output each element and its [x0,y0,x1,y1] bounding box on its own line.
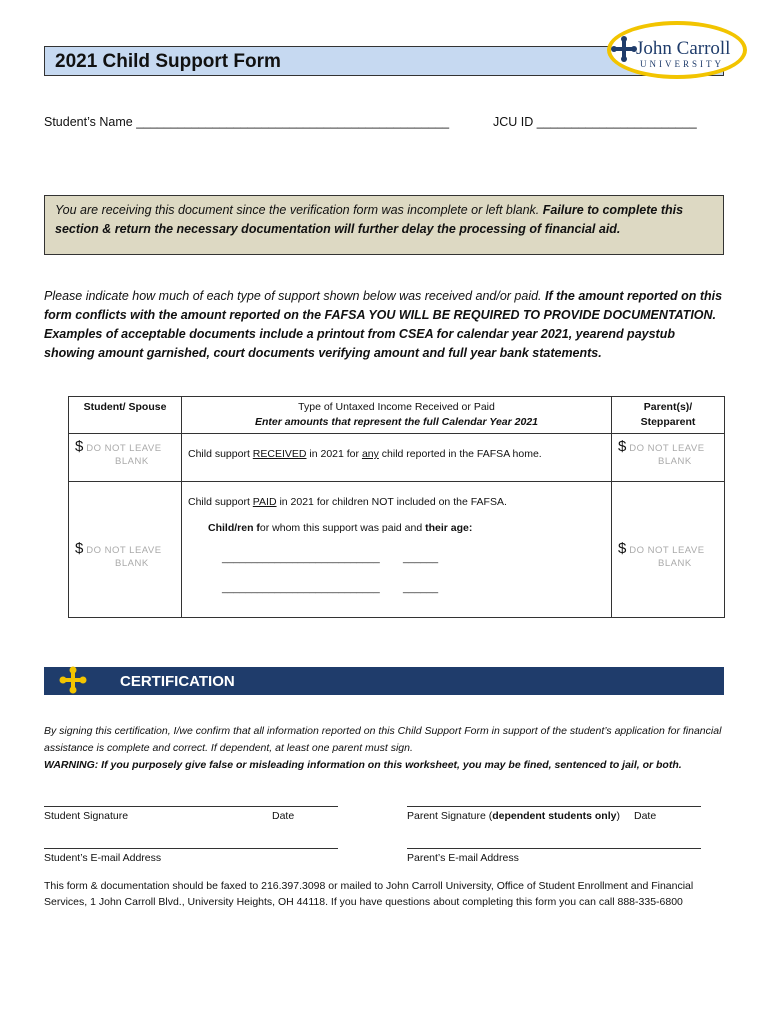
certification-title: CERTIFICATION [120,673,235,690]
row-received-label: Child support RECEIVED in 2021 for any child reported in the FAFSA home. [182,434,612,482]
student-signature-label: Student Signature [44,810,129,822]
incomplete-notice [44,195,724,255]
col-type-header [182,397,612,434]
certification-text [44,723,729,774]
do-not-leave-hint: DO NOT LEAVE [629,545,705,556]
do-not-leave-hint: DO NOT LEAVE [86,443,162,454]
parent-date-label: Date [634,810,657,822]
certification-warning: WARNING: If you purposely give false or misleading information on this worksheet, you may be fined, sentenced to jail, or both. [44,759,682,771]
parent-email-label: Parent’s E-mail Address [407,852,519,864]
blank-hint: BLANK [658,558,692,569]
col-student-header: Student/ Spouse [69,397,182,434]
row-paid-label: Child support PAID in 2021 for children NOT included on the FAFSA. [188,496,507,508]
student-received-amount[interactable] [69,434,182,482]
student-name-field[interactable] [44,115,449,129]
parent-received-amount[interactable] [612,434,725,482]
instructions [44,287,729,363]
notice-text: You are receiving this document since the verification form was incomplete or left blank. [55,203,540,217]
jcu-id-label: JCU ID [493,115,534,129]
blank-hint: BLANK [115,558,149,569]
dollar-sign: $ [75,540,84,557]
blank-hint: BLANK [115,456,149,467]
child-line-1[interactable]: ___________________________ ______ [222,552,439,564]
jcu-logo [606,20,748,80]
parent-paid-amount[interactable] [612,482,725,618]
logo-university: UNIVERSITY [640,59,724,69]
parent-email-line[interactable] [407,848,701,849]
logo-name: John Carroll [636,38,731,59]
student-email-label: Student’s E-mail Address [44,852,162,864]
certification-body: By signing this certification, I/we confirm that all information reported on this Child Support Form in support of the student’s application for financial assistance is complete and correct. If dependent, at least one parent must sign. [44,725,722,754]
cross-icon [58,665,88,695]
footer-contact: This form & documentation should be faxed to 216.397.3098 or mailed to John Carroll University, Office of Student Enrollment and Financial Services, 1 John Carroll Blvd., University Heights, OH 44118. If you have questions about completing this form you can call 888-335-6800 [44,880,694,908]
instructions-text: Please indicate how much of each type of support shown below was received and/or paid. [44,289,542,303]
col-type-title: Type of Untaxed Income Received or Paid [298,401,495,413]
support-table [68,396,725,618]
student-email-line[interactable] [44,848,338,849]
jcu-id-field[interactable] [493,115,697,129]
parent-signature-label: Parent Signature (dependent students only) [407,810,620,822]
student-signature-line[interactable] [44,806,338,807]
jcu-id-line: _______________________ [536,115,697,129]
do-not-leave-hint: DO NOT LEAVE [86,545,162,556]
dollar-sign: $ [75,438,84,455]
paid-children-prompt: Child/ren for whom this support was paid and their age: [208,522,473,534]
col-parent-header: Parent(s)/ Stepparent [612,397,725,434]
student-name-line: _____________________________________________ [136,115,450,129]
dollar-sign: $ [618,438,627,455]
dollar-sign: $ [618,540,627,557]
student-date-label: Date [272,810,295,822]
parent-signature-line[interactable] [407,806,701,807]
row-paid-cell [182,482,612,618]
col-type-subtitle: Enter amounts that represent the full Calendar Year 2021 [254,416,538,428]
student-name-label: Student’s Name [44,115,133,129]
child-line-2[interactable]: ___________________________ ______ [222,582,439,594]
form-title: 2021 Child Support Form [55,51,281,72]
do-not-leave-hint: DO NOT LEAVE [629,443,705,454]
blank-hint: BLANK [658,456,692,467]
notice-warning: Failure to complete this section & return the necessary documentation will further delay the processing of financial aid. [55,203,684,236]
student-paid-amount[interactable] [69,482,182,618]
certification-bar [44,667,724,695]
instructions-bold: If the amount reported on this form conflicts with the amount reported on the FAFSA YOU WILL BE REQUIRED TO PROVIDE DOCUMENTATION. Examples of acceptable documents include a printout from CSEA for calendar year 2021, yearend paystub showing amount garnished, court documents verifying amount and full year bank statements. [44,289,723,360]
